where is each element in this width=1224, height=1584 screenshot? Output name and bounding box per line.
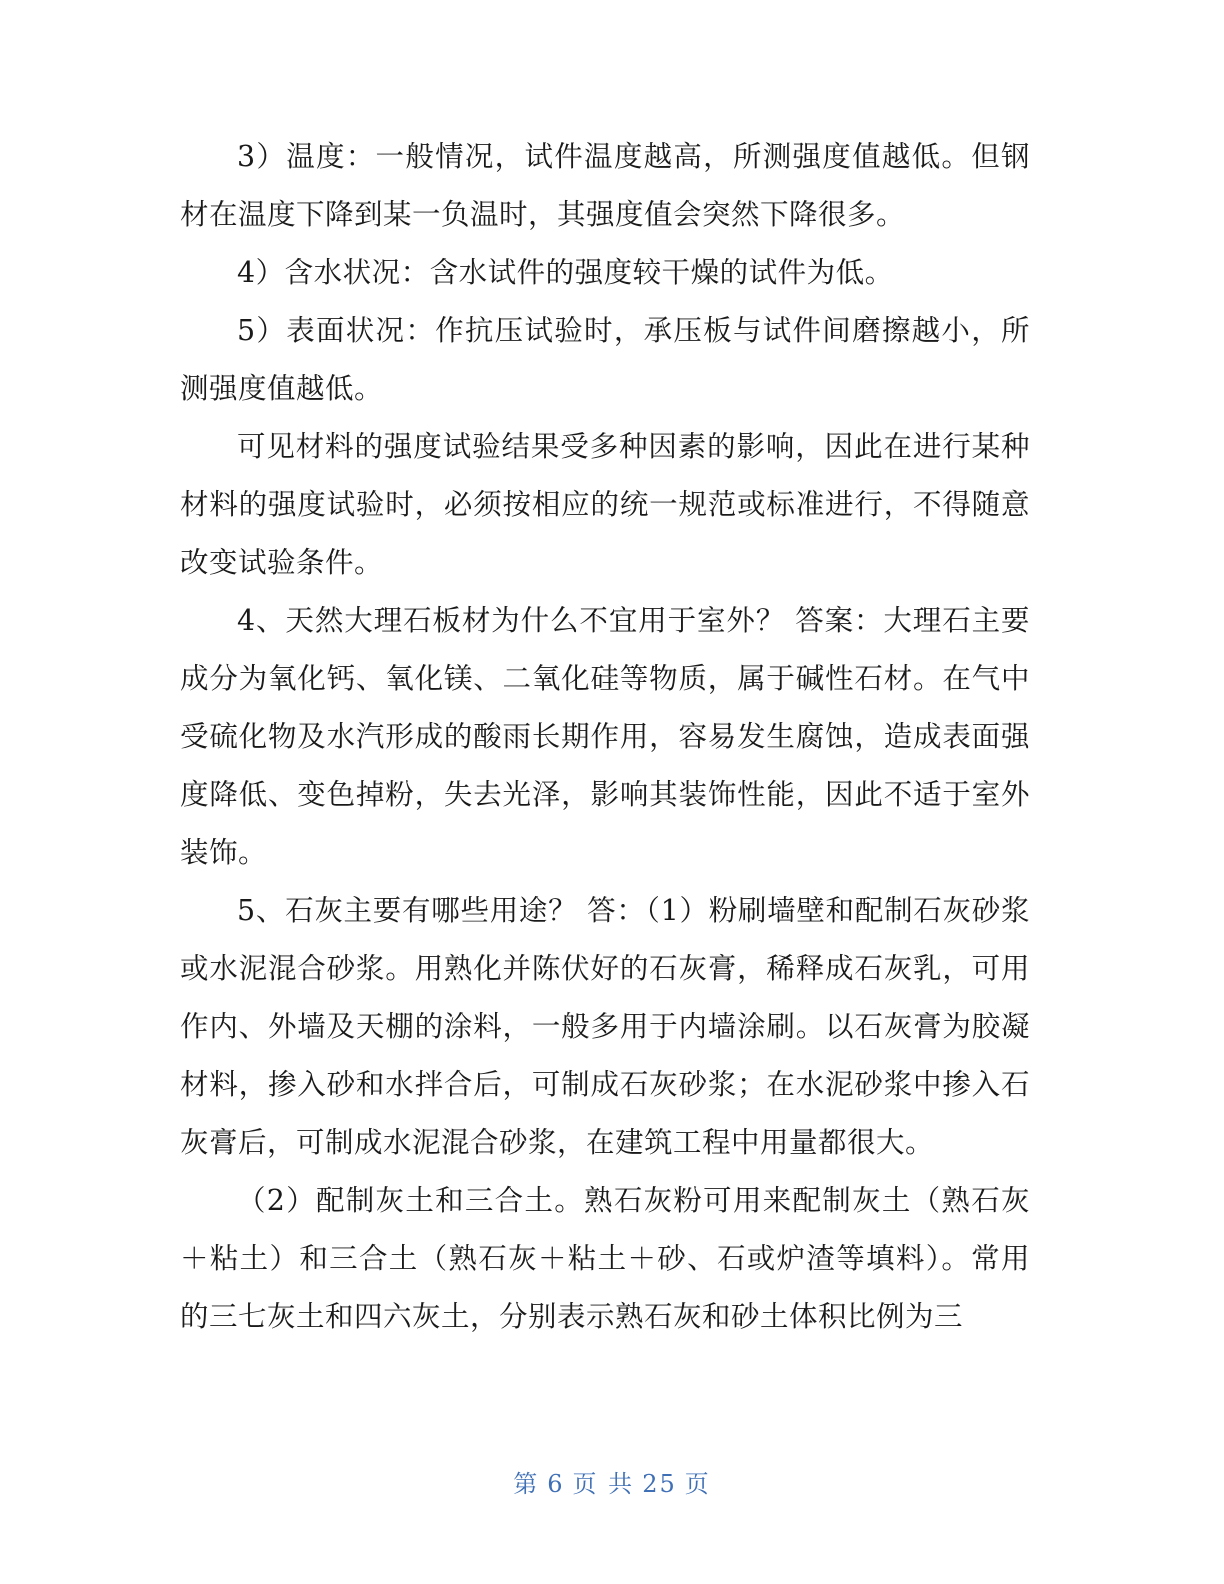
paragraph-temperature: 3）温度：一般情况，试件温度越高，所测强度值越低。但钢材在温度下降到某一负温时，其强度值会突然下降很多。 xyxy=(180,140,1030,231)
footer-prefix: 第 xyxy=(513,1470,540,1498)
paragraph-conclusion: 可见材料的强度试验结果受多种因素的影响，因此在进行某种材料的强度试验时，必须按相应的统一规范或标准进行，不得随意改变试验条件。 xyxy=(180,430,1030,579)
paragraph-moisture: 4）含水状况：含水试件的强度较干燥的试件为低。 xyxy=(237,256,894,289)
paragraph-lime-use-2: （2）配制灰土和三合土。熟石灰粉可用来配制灰土（熟石灰＋粘土）和三合土（熟石灰＋粘土＋砂、石或炉渣等填料）。常用的三七灰土和四六灰土，分别表示熟石灰和砂土体积比例为三 xyxy=(180,1184,1030,1333)
footer-total-pages: 25 xyxy=(642,1470,677,1498)
document-body xyxy=(180,128,1030,1346)
paragraph-question-4: 4、天然大理石板材为什么不宜用于室外？ 答案：大理石主要成分为氧化钙、氧化镁、二氧化硅等物质，属于碱性石材。在气中受硫化物及水汽形成的酸雨长期作用，容易发生腐蚀，造成表面强度降低、变色掉粉，失去光泽，影响其装饰性能，因此不适于室外装饰。 xyxy=(180,604,1030,869)
paragraph-question-5: 5、石灰主要有哪些用途？ 答：（1）粉刷墙壁和配制石灰砂浆或水泥混合砂浆。用熟化并陈伏好的石灰膏，稀释成石灰乳，可用作内、外墙及天棚的涂料，一般多用于内墙涂刷。以石灰膏为胶凝材料，掺入砂和水拌合后，可制成石灰砂浆；在水泥砂浆中掺入石灰膏后，可制成水泥混合砂浆，在建筑工程中用量都很大。 xyxy=(180,894,1030,1159)
paragraph-surface: 5）表面状况：作抗压试验时，承压板与试件间磨擦越小，所测强度值越低。 xyxy=(180,314,1030,405)
page-footer xyxy=(0,1464,1224,1499)
footer-middle: 页 共 xyxy=(572,1470,635,1498)
footer-suffix: 页 xyxy=(684,1470,711,1498)
footer-page-number: 6 xyxy=(547,1470,565,1498)
